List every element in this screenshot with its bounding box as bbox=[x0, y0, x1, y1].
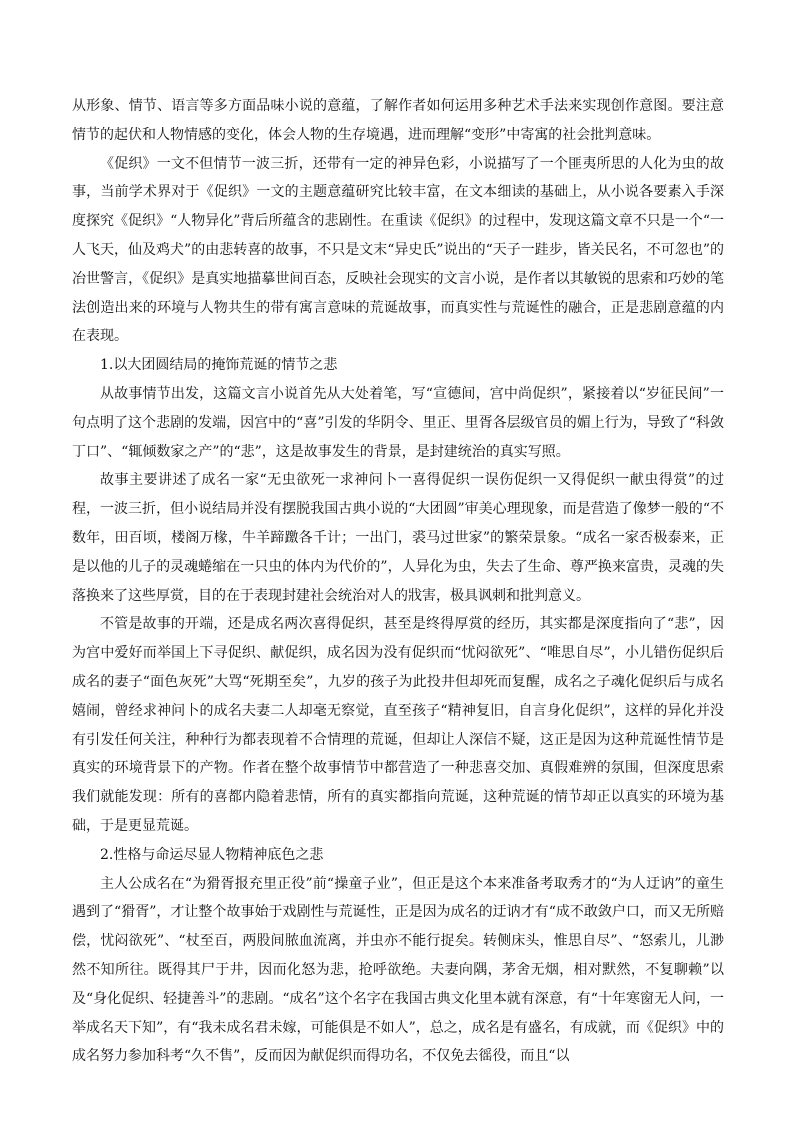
paragraph-theme: 《促织》一文不但情节一波三折，还带有一定的神异色彩，小说描写了一个匪夷所思的人化为虫的故事，当前学术界对于《促织》一文的主题意蕴研究比较丰富，在文本细读的基础上，从小说各要素入手深度探究《促织》“人物异化”背后所蕴含的悲剧性。在重读《促织》的过程中，发现这篇文章不只是一个“一人飞天，仙及鸡犬”的由悲转喜的故事，不只是文末“异史氏”说出的“天子一跬步，皆关民名，不可忽也”的冶世警言，《促织》是真实地描摹世间百态，反映社会现实的文言小说，是作者以其敏锐的思索和巧妙的笔法创造出来的环境与人物共生的带有寓言意味的荒诞故事，而真实性与荒诞性的融合，正是悲剧意蕴的内在表现。 bbox=[72, 155, 724, 345]
paragraph-plot-absurdity: 不管是故事的开端，还是成名两次喜得促织，甚至是终得厚赏的经历，其实都是深度指向了“悲”，因为宫中爱好而举国上下寻促织、献促织，成名因为没有促织而“忧闷欲死”、“唯思自尽”，小儿错伤促织后成名的妻子“面色灰死”大骂“死期至矣”，九岁的孩子为此投井但却死而复醒，成名之子魂化促织后与成名嬉闹，曾经求神问卜的成名夫妻二人却毫无察觉，直至孩子“精神复旧，自言身化促织”，这样的异化并没有引发任何关注，种种行为都表现着不合情理的荒诞，但却让人深信不疑，这正是因为这种荒诞性情节是真实的环境背景下的产物。作者在整个故事情节中都营造了一种悲喜交加、真假难辨的氛围，但深度思索我们就能发现：所有的喜都内隐着悲情，所有的真实都指向荒诞，这种荒诞的情节却正以真实的环境为基础，于是更显荒诞。 bbox=[72, 616, 724, 834]
paragraph-plot-process: 故事主要讲述了成名一家“无虫欲死一求神问卜一喜得促织一误伤促织一又得促织一献虫得赏”的过程，一波三折，但小说结局并没有摆脱我国古典小说的“大团圆”审美心理现象，而是营造了像梦一般的“不数年，田百顷，楼阁万椽，牛羊蹄躈各千计；一出门，裘马过世家”的繁荣景象。“成名一家否极泰来，正是以他的儿子的灵魂蜷缩在一只虫的体内为代价的”，人异化为虫，失去了生命、尊严换来富贵，灵魂的失落换来了这些厚赏，目的在于表现封建社会统治对人的戕害，极具讽刺和批判意义。 bbox=[72, 472, 724, 604]
section-heading-2: 2.性格与命运尽显人物精神底色之悲 bbox=[100, 846, 324, 863]
article-body bbox=[72, 92, 724, 1071]
paragraph-plot-origin: 从故事情节出发，这篇文言小说首先从大处着笔，写“宣德间，宫中尚促织”，紧接着以“岁征民间”一句点明了这个悲剧的发端，因宫中的“喜”引发的华阴令、里正、里胥各层级官员的媚上行为，导致了“科敛丁口”、“辄倾数家之产”的“悲”，这是故事发生的背景，是封建统治的真实写照。 bbox=[72, 385, 724, 460]
section-heading-1: 1.以大团圆结局的掩饰荒诞的情节之悲 bbox=[100, 357, 338, 374]
paragraph-intro: 从形象、情节、语言等多方面品味小说的意蕴，了解作者如何运用多种艺术手法来实现创作意图。要注意情节的起伏和人物情感的变化，体会人物的生存境遇，进而理解“变形”中寄寓的社会批判意味。 bbox=[72, 98, 724, 143]
paragraph-character-fate: 主人公成名在“为猾胥报充里正役”前“操童子业”，但正是这个本来准备考取秀才的“为人迂讷”的童生遇到了“猾胥”，才让整个故事始于戏剧性与荒诞性，正是因为成名的迂讷才有“成不敢敛户口，而又无所赔偿，忧闷欲死”、“杖至百，两股间脓血流离，并虫亦不能行捉矣。转侧床头，惟思自尽”、“怒索儿，儿渺然不知所往。既得其尸于井，因而化怒为悲，抢呼欲绝。夫妻向隅，茅舍无烟，相对默然，不复聊赖”以及“身化促织、轻捷善斗”的悲剧。“成名”这个名字在我国古典文化里本就有深意，有“十年寒窗无人问，一举成名天下知”，有“我未成名君未嫁，可能俱是不如人”，总之，成名是有盛名，有成就，而《促织》中的成名努力参加科考“久不售”，反而因为献促织而得功名，不仅免去徭役，而且“以 bbox=[72, 875, 724, 1065]
